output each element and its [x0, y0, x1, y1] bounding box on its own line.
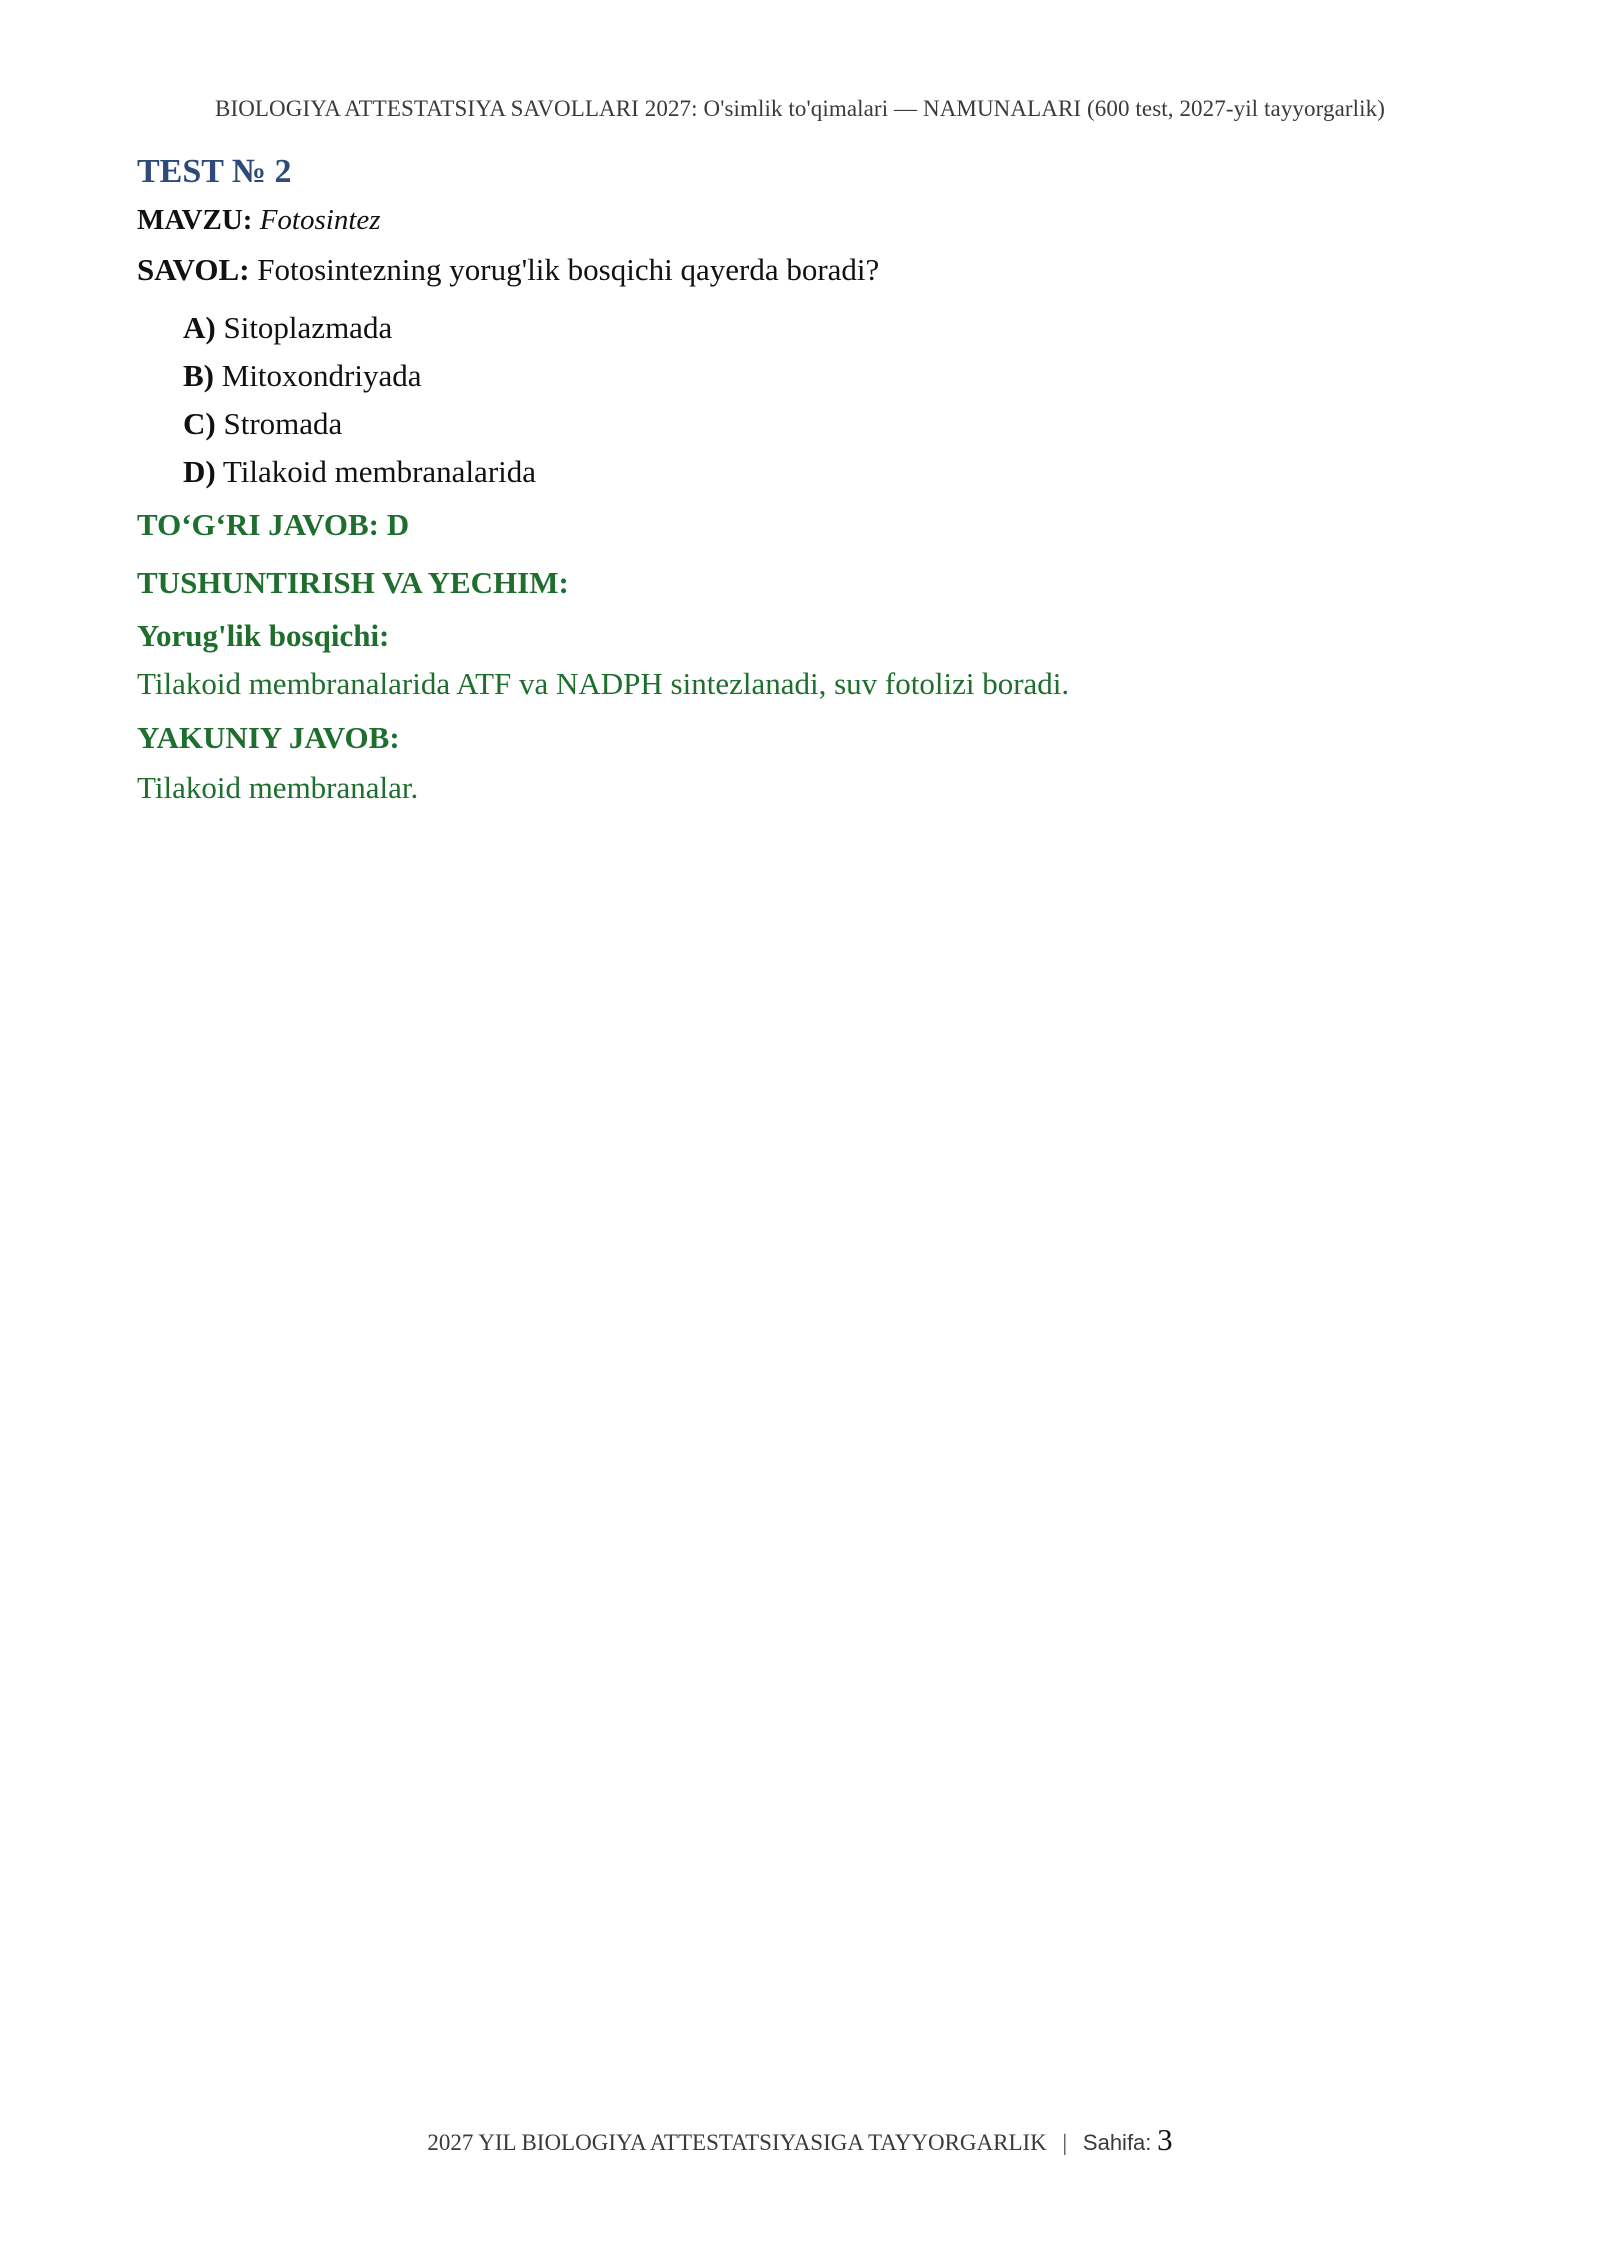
question-text: Fotosintezning yorug'lik bosqichi qayerda boradi?	[257, 252, 880, 287]
option-text: Mitoxondriyada	[221, 358, 422, 393]
option-c	[183, 400, 1467, 448]
option-d	[183, 448, 1467, 496]
option-text: Tilakoid membranalarida	[222, 454, 537, 489]
page-label: Sahifa:	[1082, 2130, 1152, 2155]
option-a	[183, 304, 1467, 352]
question-line	[137, 248, 1467, 292]
footer-separator: |	[1062, 2130, 1068, 2155]
test-content	[137, 148, 1467, 812]
topic-line	[137, 200, 1467, 240]
footer-text: 2027 YIL BIOLOGIYA ATTESTATSIYASIGA TAYYORGARLIK	[427, 2130, 1047, 2155]
final-answer-text: Tilakoid membranalar.	[137, 770, 419, 805]
option-text: Sitoplazmada	[223, 310, 393, 345]
question-label: SAVOL:	[137, 252, 250, 287]
page-header: BIOLOGIYA ATTESTATSIYA SAVOLLARI 2027: O'simlik to'qimalari — NAMUNALARI (600 test, 2027-yil tayyorgarlik)	[215, 96, 1385, 121]
option-letter: B)	[183, 358, 214, 393]
final-answer-heading: YAKUNIY JAVOB:	[137, 720, 400, 755]
option-text: Stromada	[223, 406, 343, 441]
topic-value: Fotosintez	[259, 204, 381, 236]
correct-answer: TO‘G‘RI JAVOB: D	[137, 507, 410, 542]
option-b	[183, 352, 1467, 400]
explanation-heading: TUSHUNTIRISH VA YECHIM:	[137, 565, 569, 600]
explanation-text: Tilakoid membranalarida ATF va NADPH sintezlanadi, suv fotolizi boradi.	[137, 666, 1070, 701]
option-letter: C)	[183, 406, 216, 441]
option-letter: D)	[183, 454, 216, 489]
explanation-subheading: Yorug'lik bosqichi:	[137, 618, 390, 653]
topic-label: MAVZU:	[137, 204, 253, 236]
options-list	[137, 304, 1467, 496]
page-footer	[0, 2122, 1600, 2158]
option-letter: A)	[183, 310, 216, 345]
page-number: 3	[1157, 2122, 1173, 2157]
test-title: TEST № 2	[137, 153, 292, 190]
